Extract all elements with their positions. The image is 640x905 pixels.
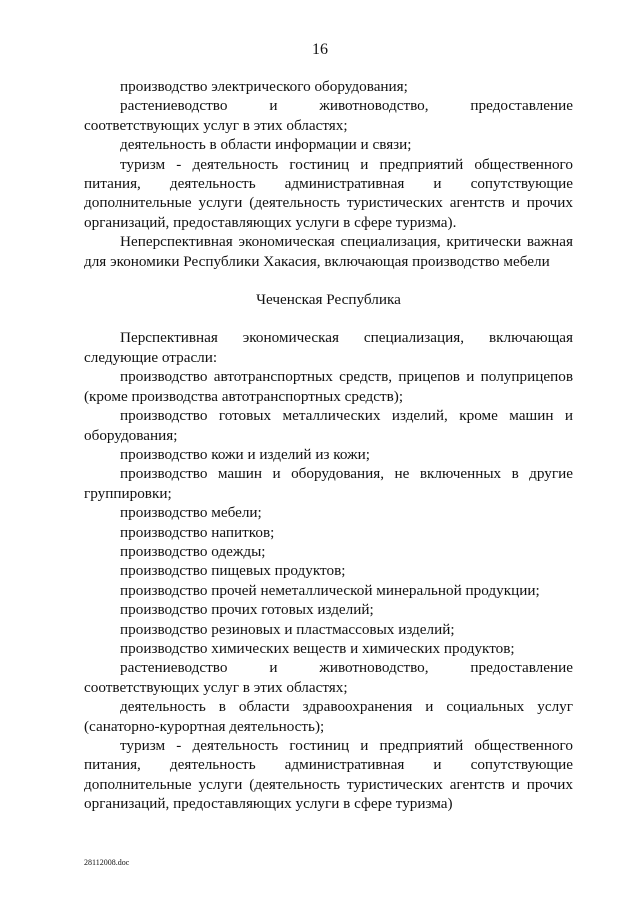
paragraph: производство химических веществ и химических продуктов;	[120, 639, 515, 657]
paragraph: производство прочих готовых изделий;	[120, 601, 374, 619]
document-body	[84, 77, 573, 814]
paragraph: производство напитков;	[120, 523, 275, 541]
paragraph: производство кожи и изделий из кожи;	[120, 445, 370, 463]
paragraph: производство резиновых и пластмассовых изделий;	[120, 620, 455, 638]
paragraph: производство мебели;	[120, 504, 262, 522]
paragraph: деятельность в области информации и связи;	[120, 136, 412, 154]
paragraph: Неперспективная экономическая специализация, критически важная для экономики Республики Хакасия, включающая производство мебели	[84, 233, 573, 270]
paragraph: растениеводство и животноводство, предоставление соответствующих услуг в этих областях;	[84, 659, 573, 696]
paragraph: туризм - деятельность гостиниц и предприятий общественного питания, деятельность административная и сопутствующие дополнительные услуги (деятельность туристических агентств и прочих организаций, предоставляющих услуги в сфере туризма).	[84, 155, 573, 231]
paragraph: производство автотранспортных средств, прицепов и полуприцепов (кроме производства автотранспортных средств);	[84, 368, 573, 405]
paragraph: производство машин и оборудования, не включенных в другие группировки;	[84, 465, 573, 502]
section-heading: Чеченская Республика	[256, 291, 401, 309]
paragraph: Перспективная экономическая специализация, включающая следующие отрасли:	[84, 329, 573, 366]
footer-filename: 28112008.doc	[84, 858, 130, 867]
paragraph: производство одежды;	[120, 542, 266, 560]
page-number: 16	[312, 41, 328, 58]
paragraph: растениеводство и животноводство, предоставление соответствующих услуг в этих областях;	[84, 97, 573, 134]
paragraph: туризм - деятельность гостиниц и предприятий общественного питания, деятельность административная и сопутствующие дополнительные услуги (деятельность туристических агентств и прочих организаций, предоставляющих услуги в сфере туризма)	[84, 737, 573, 813]
paragraph: производство пищевых продуктов;	[120, 562, 346, 580]
paragraph: производство готовых металлических изделий, кроме машин и оборудования;	[84, 407, 573, 444]
paragraph: производство прочей неметаллической минеральной продукции;	[120, 581, 540, 599]
paragraph: производство электрического оборудования;	[120, 78, 408, 95]
paragraph: деятельность в области здравоохранения и социальных услуг (санаторно-курортная деятельность);	[84, 698, 573, 735]
